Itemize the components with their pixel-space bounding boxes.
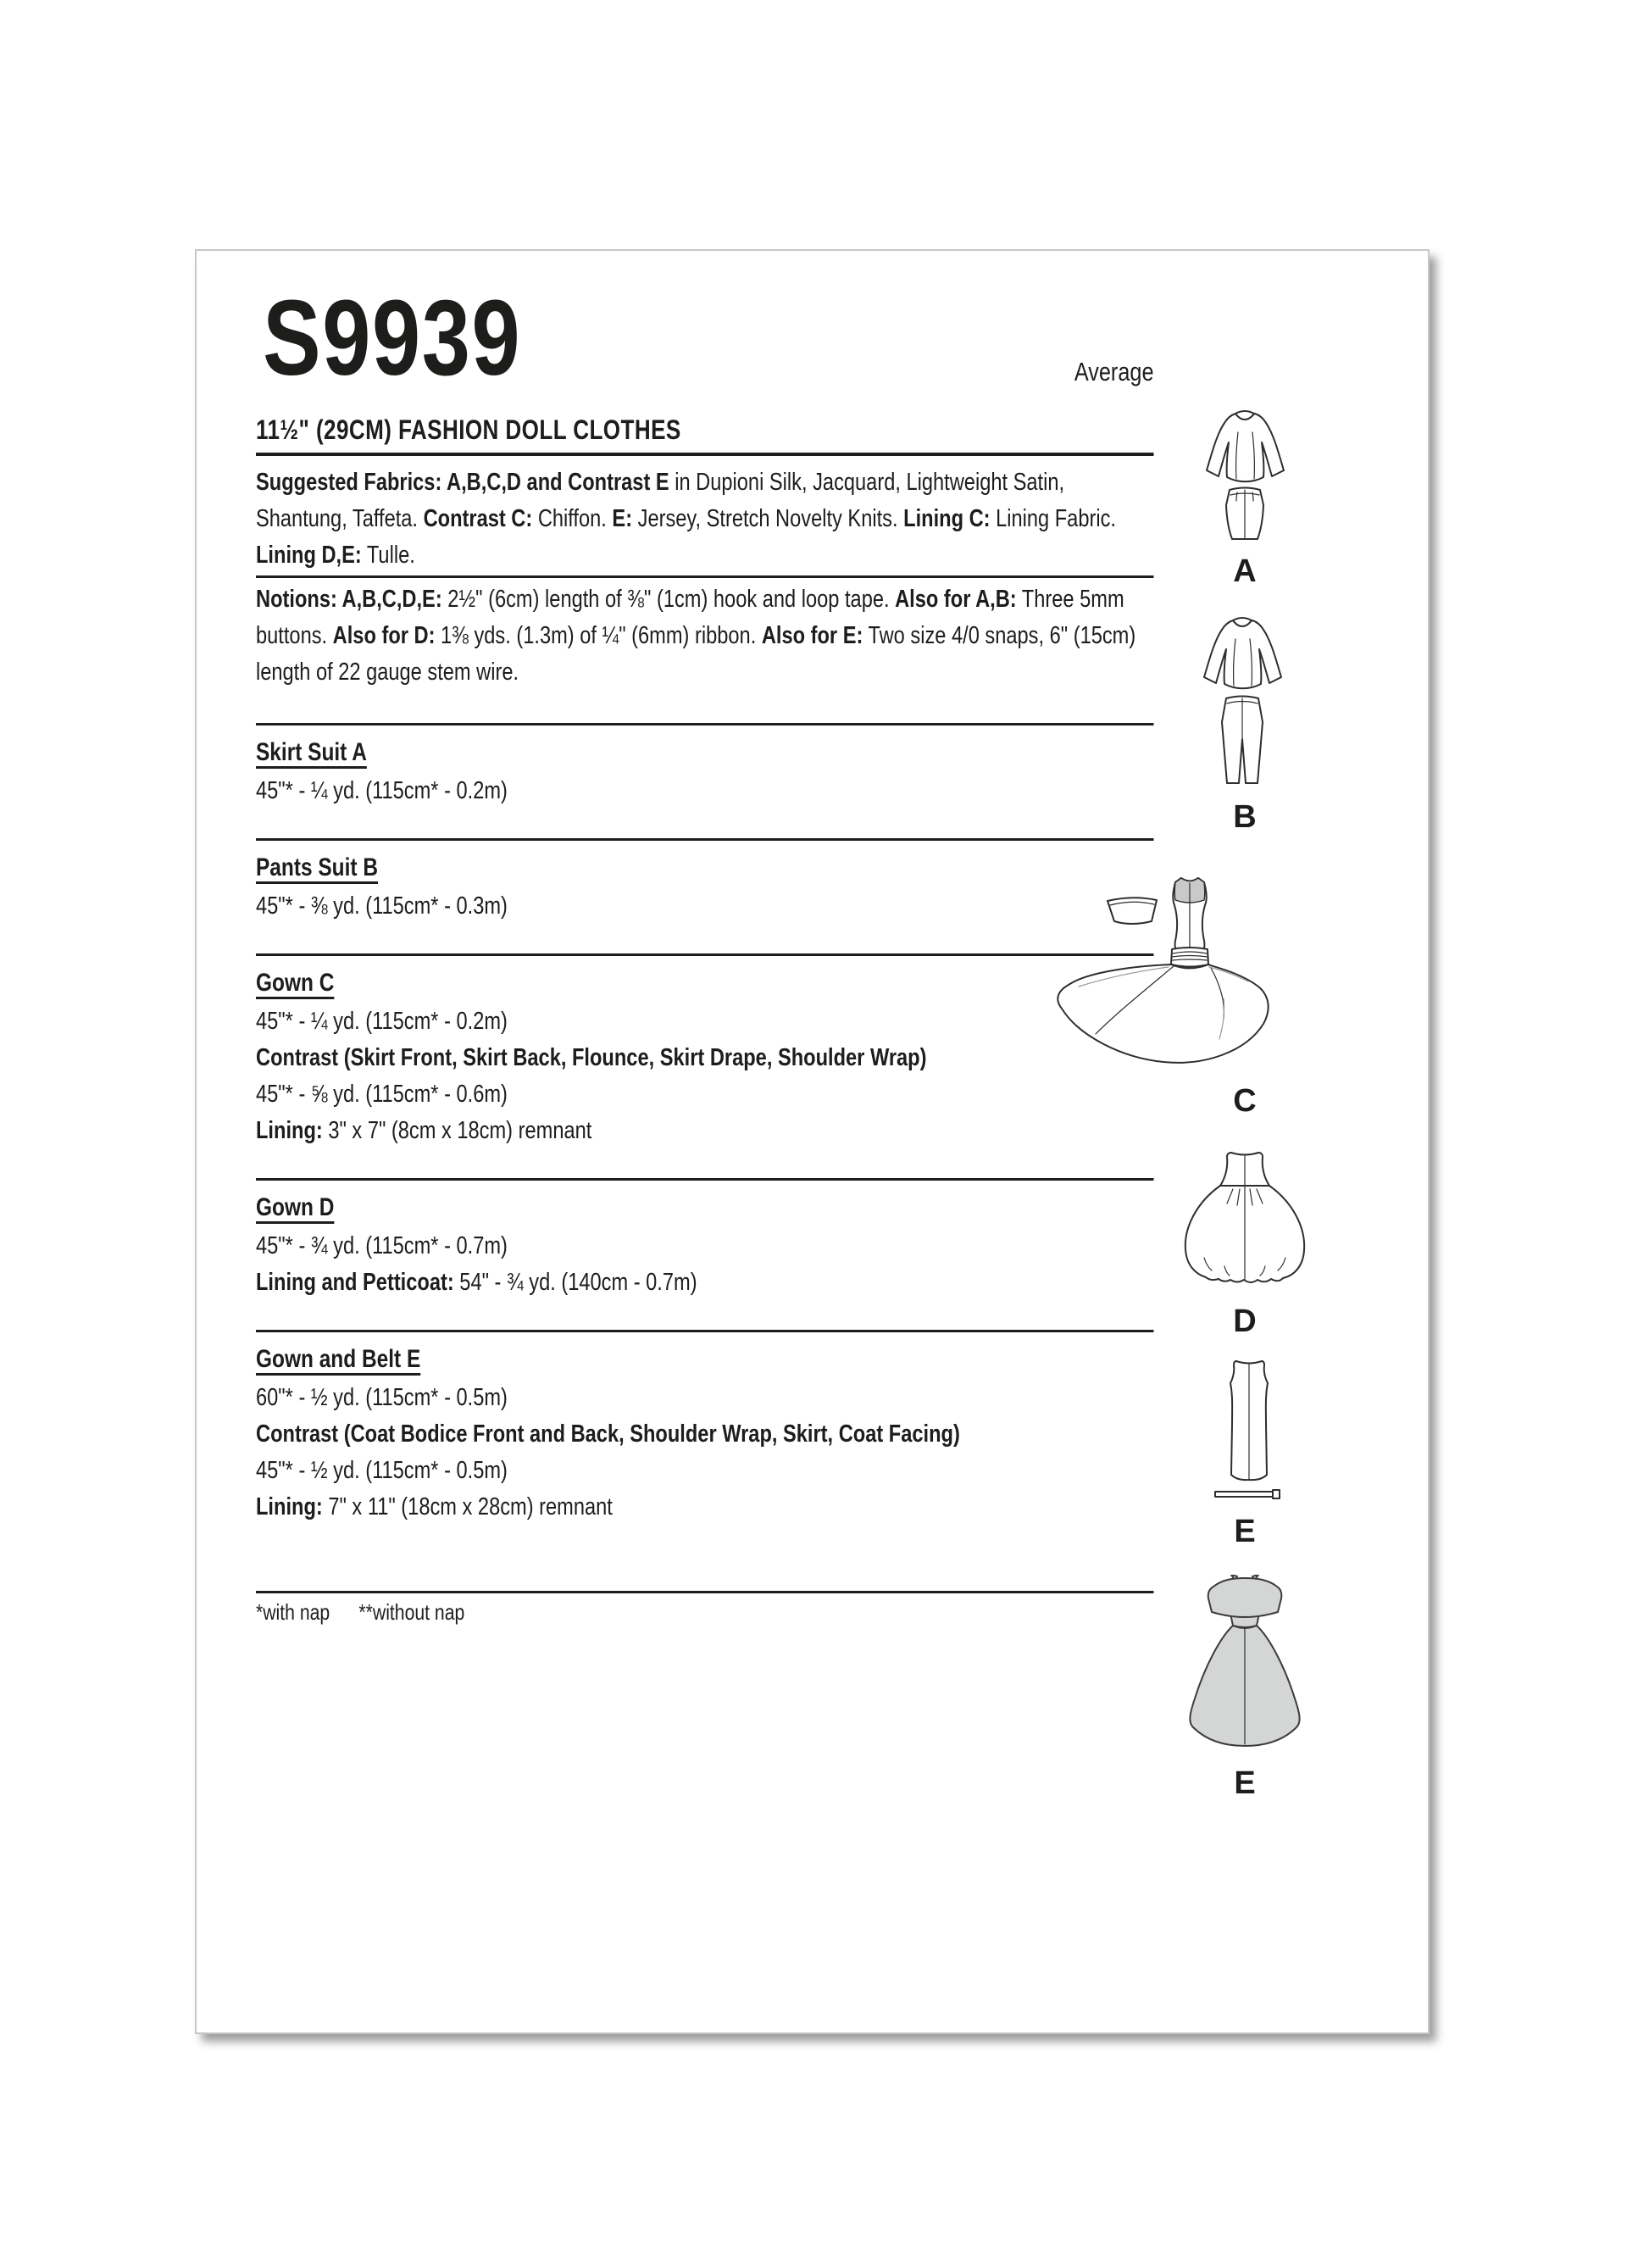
divider: [256, 453, 1154, 456]
garment-heading: 11½" (29CM) FASHION DOLL CLOTHES: [256, 414, 681, 445]
yardage-section: [256, 953, 1154, 1178]
section-lines: [256, 773, 1154, 809]
yardage-line: Lining: 7" x 11" (18cm x 28cm) remnant: [256, 1493, 613, 1520]
yardage-section: [256, 838, 1154, 953]
yardage-section: [256, 1330, 1154, 1591]
shaded-gown-with-shoulder-wrap-line-art: [1180, 1575, 1311, 1763]
section-lines: [256, 1380, 1154, 1526]
pattern-number: S9939: [263, 278, 522, 397]
section-title: Gown C: [256, 969, 335, 997]
bubble-hem-gown-line-art: [1175, 1151, 1315, 1288]
yardage-section: [256, 1178, 1154, 1330]
yardage-line: 45"* - ¾ yd. (115cm* - 0.7m): [256, 1232, 508, 1259]
yardage-line: 45"* - ½ yd. (115cm* - 0.5m): [256, 1457, 508, 1484]
section-title: Gown and Belt E: [256, 1345, 421, 1373]
view-e2-label: E: [1234, 1765, 1256, 1801]
yardage-line: Contrast (Coat Bodice Front and Back, Shoulder Wrap, Skirt, Coat Facing): [256, 1420, 960, 1448]
difficulty-label: Average: [1074, 357, 1154, 386]
jacket-and-pencil-skirt-line-art: [1196, 407, 1294, 542]
section-lines: [256, 1228, 1154, 1301]
yardage-line: 45"* - ⅝ yd. (115cm* - 0.6m): [256, 1081, 508, 1108]
yardage-line: 45"* - ¼ yd. (115cm* - 0.2m): [256, 777, 508, 804]
pattern-envelope-back: [195, 249, 1430, 2034]
yardage-text-column: [256, 278, 1154, 1626]
gown-circle-skirt-and-shoulder-wrap-line-art: [1048, 873, 1284, 1078]
column-gown-and-belt-line-art: [1210, 1358, 1288, 1507]
suggested-fabrics-paragraph: Suggested Fabrics: A,B,C,D and Contrast E in Dupioni Silk, Jacquard, Lightweight Satin, Shantung, Taffeta. Contrast C: Chiffon. E: Jersey, Stretch Novelty Knits. Lining C: Lining Fabric. Lining D,E: Tulle.: [256, 469, 1116, 569]
title-row: [256, 278, 1154, 397]
yardage-line: 45"* - ⅜ yd. (115cm* - 0.3m): [256, 892, 508, 920]
footnote-with-nap: *with nap: [256, 1599, 330, 1625]
section-title: Gown D: [256, 1193, 335, 1221]
yardage-sections: [256, 723, 1154, 1591]
section-title: Skirt Suit A: [256, 738, 367, 766]
view-e-label: E: [1234, 1514, 1256, 1549]
yardage-line: Lining and Petticoat: 54" - ¾ yd. (140cm - 0.7m): [256, 1269, 697, 1296]
section-lines: [256, 1003, 1154, 1149]
view-a-label: A: [1233, 553, 1257, 589]
divider: [256, 575, 1154, 578]
yardage-line: 45"* - ¼ yd. (115cm* - 0.2m): [256, 1008, 508, 1035]
jacket-and-pants-line-art: [1190, 614, 1296, 787]
view-d-label: D: [1233, 1304, 1257, 1339]
view-b-label: B: [1233, 799, 1257, 835]
footnote-without-nap: **without nap: [358, 1599, 465, 1625]
yardage-line: 60"* - ½ yd. (115cm* - 0.5m): [256, 1384, 508, 1411]
yardage-line: Contrast (Skirt Front, Skirt Back, Flounce, Skirt Drape, Shoulder Wrap): [256, 1044, 927, 1071]
notions-paragraph: Notions: A,B,C,D,E: 2½" (6cm) length of ⅜" (1cm) hook and loop tape. Also for A,B: Three 5mm buttons. Also for D: 1⅜ yds. (1.3m) of ¼" (6mm) ribbon. Also for E: Two size 4/0 snaps, 6" (15cm) length of 22 gauge stem wire.: [256, 586, 1136, 686]
section-title: Pants Suit B: [256, 853, 379, 881]
section-lines: [256, 888, 1154, 925]
footnote: [256, 1591, 1154, 1626]
yardage-line: Lining: 3" x 7" (8cm x 18cm) remnant: [256, 1117, 592, 1144]
yardage-section: [256, 723, 1154, 838]
view-c-label: C: [1233, 1083, 1257, 1119]
